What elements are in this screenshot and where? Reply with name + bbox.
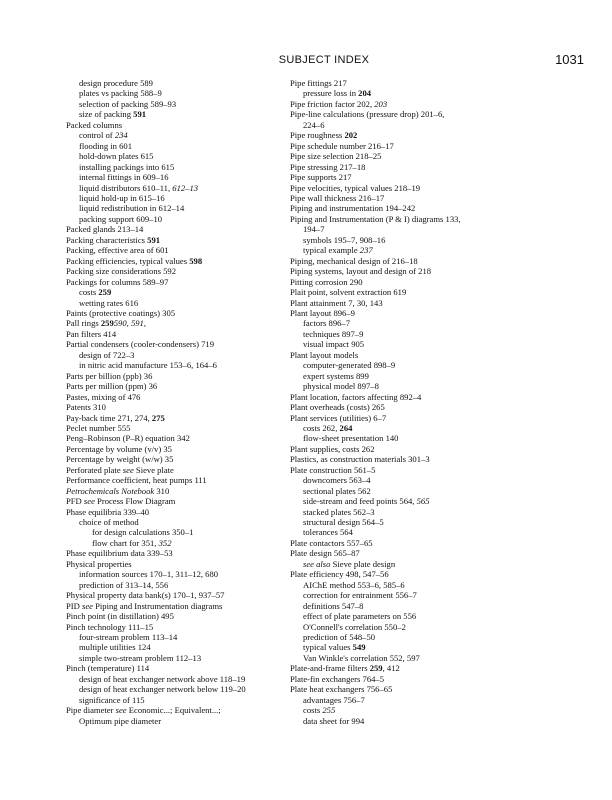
index-subentry [66,88,306,98]
index-subentry [290,496,530,506]
entry-text-after: , 412 [382,663,400,674]
index-entry [66,381,306,391]
entry-italic-text: see [82,600,93,611]
entry-italic-text: see [115,705,127,716]
entry-text: installing packings into 615 [79,161,175,172]
index-entry [66,329,306,339]
index-entry [66,496,306,506]
index-subentry [66,78,306,88]
index-subentry [290,475,530,485]
entry-text: Pipe diameter [66,705,116,716]
entry-text: Pastes, mixing of 476 [66,391,141,402]
entry-text: Pipe velocities, typical values 218–19 [290,182,421,193]
index-subentry [290,88,530,98]
entry-text: techniques 897–9 [303,328,364,339]
index-subentry [290,695,530,705]
index-subentry [290,433,530,443]
entry-text: Plate-and-frame filters [290,663,370,674]
index-subentry [290,716,530,726]
index-entry [66,465,306,475]
index-subentry [66,538,306,548]
entry-italic-text: see [83,496,95,507]
entry-text: Plant layout models [290,349,359,360]
entry-text: Parts per billion (ppb) 36 [66,370,153,381]
index-subentry [290,632,530,642]
entry-text: computer-generated 898–9 [303,360,396,371]
index-entry [290,172,530,182]
entry-text: visual impact 905 [303,339,365,350]
entry-text: internal fittings in 609–16 [79,172,169,183]
index-entry [290,663,530,673]
index-subentry [66,287,306,297]
entry-text: Plastics, as construction materials 301–3 [290,454,430,465]
entry-text: structural design 564–5 [303,517,384,528]
index-entry [290,674,530,684]
index-entry [290,298,530,308]
entry-text: Plate design 565–87 [290,548,360,559]
index-entry [66,507,306,517]
index-entry [290,465,530,475]
index-entry [290,454,530,464]
entry-text: liquid distributors 610–11, [79,182,173,193]
index-subentry [66,684,306,694]
index-entry [66,601,306,611]
entry-bold-page: 259 [100,318,114,329]
entry-text: Pipe size selection 218–25 [290,151,382,162]
entry-text: Pall rings [66,318,101,329]
index-column-left [66,78,306,726]
entry-text: Packing efficiencies, typical values [66,255,190,266]
index-entry [66,423,306,433]
entry-text: Peclet number 555 [66,422,131,433]
index-subentry [66,527,306,537]
index-entry [66,475,306,485]
index-entry [290,538,530,548]
entry-text: advantages 756–7 [303,694,365,705]
entry-text: sectional plates 562 [303,485,371,496]
entry-text: wetting rates 616 [79,297,139,308]
index-entry [66,308,306,318]
index-subentry [66,642,306,652]
entry-text: correction for entrainment 556–7 [303,590,417,601]
entry-text: plates vs packing 588–9 [79,88,162,99]
entry-text-after: Economic...; Equivalent...; [126,705,221,716]
entry-text: typical values [303,642,353,653]
index-entry [290,224,530,234]
entry-text: Plant supplies, costs 262 [290,443,375,454]
entry-italic-text: 255 [322,705,336,716]
entry-text: Plate heat exchangers 756–65 [290,684,393,695]
index-subentry [66,517,306,527]
entry-text: Pipe supports 217 [290,172,352,183]
entry-text: AIChE method 553–6, 585–6 [303,579,405,590]
entry-text: Packed columns [66,119,123,130]
index-subentry [66,350,306,360]
index-entry [290,99,530,109]
index-subentry [66,653,306,663]
index-subentry [290,360,530,370]
entry-text: liquid redistribution in 612–14 [79,203,185,214]
entry-text: flow-sheet presentation 140 [303,433,399,444]
index-entry [66,454,306,464]
entry-text: Physical property data bank(s) 170–1, 937–57 [66,590,225,601]
entry-text: expert systems 899 [303,370,369,381]
index-subentry [290,653,530,663]
index-entry [66,433,306,443]
index-subentry [290,381,530,391]
index-entry [290,78,530,88]
index-entry [66,371,306,381]
index-subentry [290,559,530,569]
entry-text: Pay-back time 271, 274, [66,412,152,423]
index-entry [290,444,530,454]
index-subentry [66,193,306,203]
entry-text: factors 896–7 [303,318,351,329]
entry-bold-page: 202 [344,130,358,141]
entry-text: Pipe fittings 217 [290,78,347,88]
entry-text: Plant location, factors affecting 892–4 [290,391,422,402]
entry-text: Pan filters 414 [66,328,117,339]
entry-text: Plate-fin exchangers 764–5 [290,673,385,684]
index-entry [290,183,530,193]
index-subentry [290,245,530,255]
entry-text: design of 722–3 [79,349,135,360]
index-entry [290,193,530,203]
index-subentry [290,318,530,328]
entry-text: effect of plate parameters on 556 [303,611,417,622]
entry-italic-text: 590, 591 [113,318,144,329]
index-entry [66,590,306,600]
entry-text: Pipe wall thickness 216–17 [290,192,385,203]
index-entry [290,256,530,266]
entry-text: prediction of 548–50 [303,632,376,643]
index-subentry [66,162,306,172]
entry-text: Plate efficiency 498, 547–56 [290,569,389,580]
entry-text: for design calculations 350–1 [92,527,194,538]
entry-text: Packing characteristics [66,234,148,245]
entry-italic-text: 352 [158,537,172,548]
entry-text: Pinch (temperature) 114 [66,663,150,674]
index-subentry [66,674,306,684]
entry-text: 194–7 [303,224,325,235]
index-entry [290,109,530,119]
index-entry [66,339,306,349]
entry-text: selection of packing 589–93 [79,98,177,109]
entry-text: Phase equilibrium data 339–53 [66,548,173,559]
index-column-right [290,78,530,726]
index-entry [66,444,306,454]
entry-text: Pitting corrosion 290 [290,276,363,287]
entry-italic-text: 234 [114,130,128,141]
entry-italic-text: see [122,464,134,475]
entry-text: Packing size considerations 592 [66,266,177,277]
index-subentry [66,99,306,109]
index-subentry [290,590,530,600]
entry-text: 224–6 [303,119,325,130]
index-entry [66,705,306,715]
entry-text: Plate construction 561–5 [290,464,376,475]
index-subentry [66,172,306,182]
entry-text: pressure loss in [303,88,359,99]
entry-text-after: 310 [154,485,170,496]
index-subentry [290,611,530,621]
entry-text: Perforated plate [66,464,123,475]
entry-text: design procedure 589 [79,78,153,88]
index-entry [290,548,530,558]
entry-text: physical model 897–8 [303,381,379,392]
index-subentry [290,329,530,339]
index-subentry [290,642,530,652]
entry-text: Patents 310 [66,402,106,413]
index-entry [290,277,530,287]
entry-text: Piping and instrumentation 194–242 [290,203,416,214]
index-entry [290,287,530,297]
index-entry [290,141,530,151]
entry-text: multiple utilities 124 [79,642,151,653]
index-subentry [66,695,306,705]
entry-text: costs [303,705,323,716]
entry-text: Pipe-line calculations (pressure drop) 201–6, [290,109,445,120]
entry-text: Plant attainment 7, 30, 143 [290,297,383,308]
index-subentry [290,486,530,496]
running-title: SUBJECT INDEX [278,54,370,66]
index-entry [290,569,530,579]
entry-text: information sources 170–1, 311–12, 680 [79,569,219,580]
index-entry [66,402,306,412]
entry-text: liquid hold-up in 615–16 [79,192,165,203]
entry-bold-page: 259 [369,663,383,674]
index-entry [66,224,306,234]
entry-text: simple two-stream problem 112–13 [79,652,202,663]
index-subentry [66,141,306,151]
entry-text: costs [79,287,99,298]
entry-text: Peng–Robinson (P–R) equation 342 [66,433,190,444]
entry-text-after: Sieve plate design [330,558,396,569]
entry-bold-page: 591 [147,234,161,245]
entry-text: tolerances 564 [303,527,353,538]
index-subentry [290,527,530,537]
index-entry [290,308,530,318]
index-subentry [66,130,306,140]
index-entry [66,245,306,255]
entry-text: flooding in 601 [79,140,132,151]
index-entry [66,663,306,673]
index-entry [66,266,306,276]
entry-text-after: Process Flow Diagram [94,496,176,507]
index-subentry [290,371,530,381]
entry-text: four-stream problem 113–14 [79,632,178,643]
entry-text: O'Connell's correlation 550–2 [303,621,406,632]
entry-italic-text: see also [303,558,331,569]
entry-text: prediction of 313–14, 556 [79,579,169,590]
index-entry [290,120,530,130]
entry-text: Plant layout 896–9 [290,307,355,318]
index-entry [290,392,530,402]
index-subentry [66,569,306,579]
entry-text: Phase equilibria 339–40 [66,506,150,517]
index-subentry [290,580,530,590]
entry-text: Pipe stressing 217–18 [290,161,366,172]
entry-text: Percentage by volume (v/v) 35 [66,443,172,454]
index-entry [66,559,306,569]
entry-text: Performance coefficient, heat pumps 111 [66,475,207,486]
index-subentry [66,298,306,308]
entry-italic-text: Petrochemicals Notebook [66,485,155,496]
entry-text: Parts per million (ppm) 36 [66,381,158,392]
entry-text: Pipe schedule number 216–17 [290,140,394,151]
index-entry [66,622,306,632]
entry-text: symbols 195–7, 908–16 [303,234,386,245]
index-subentry [66,580,306,590]
entry-text: side-stream and feed points 564, [303,496,417,507]
index-entry [290,266,530,276]
entry-text: downcomers 563–4 [303,475,371,486]
index-entry [290,203,530,213]
index-entry [290,413,530,423]
entry-text: Pinch technology 111–15 [66,621,154,632]
entry-text: choice of method [79,517,139,528]
entry-italic-text: 565 [416,496,430,507]
entry-text: definitions 547–8 [303,600,364,611]
entry-text-after: Piping and Instrumentation diagrams [92,600,223,611]
entry-italic-text: 612–13 [172,182,199,193]
index-entry [66,318,306,328]
entry-text: design of heat exchanger network above 118–19 [79,673,246,684]
index-subentry [66,632,306,642]
entry-text: Pipe roughness [290,130,345,141]
entry-text: size of packing [79,109,134,120]
entry-text: in nitric acid manufacture 153–6, 164–6 [79,360,217,371]
index-entry [66,611,306,621]
index-subentry [290,423,530,433]
index-subentry [290,235,530,245]
index-entry [66,548,306,558]
entry-bold-page: 264 [339,422,353,433]
entry-text-after: Sieve plate [133,464,174,475]
entry-text: Piping, mechanical design of 216–18 [290,255,418,266]
entry-text: control of [79,130,115,141]
entry-text: hold-down plates 615 [79,151,154,162]
entry-text: Piping and Instrumentation (P & I) diagrams 133, [290,213,461,224]
entry-text: PFD [66,496,84,507]
index-entry [66,120,306,130]
entry-text-after: , [143,318,146,329]
index-entry [290,162,530,172]
entry-text: data sheet for 994 [303,715,365,726]
index-subentry [290,705,530,715]
entry-text: Plate contactors 557–65 [290,537,373,548]
index-subentry [66,203,306,213]
index-entry [66,235,306,245]
page-header [64,54,584,70]
index-subentry [290,601,530,611]
entry-text: PID [66,600,82,611]
entry-text: design of heat exchanger network below 119–20 [79,684,246,695]
entry-text: Packing, effective area of 601 [66,245,169,256]
page-number: 1031 [555,52,584,67]
index-entry [66,256,306,266]
index-entry [290,151,530,161]
entry-text: Plait point, solvent extraction 619 [290,287,407,298]
index-entry [66,716,306,726]
index-subentry [66,151,306,161]
index-subentry [290,507,530,517]
index-entry [66,277,306,287]
entry-italic-text: 203 [374,98,388,109]
index-subentry [66,360,306,370]
index-subentry [290,622,530,632]
entry-bold-page: 275 [151,412,165,423]
entry-text: Optimum pipe diameter [79,715,162,726]
index-subentry [290,517,530,527]
index-entry [66,413,306,423]
entry-text: costs 262, [303,422,340,433]
entry-bold-page: 204 [358,88,372,99]
entry-text: Pinch point (in distillation) 495 [66,611,174,622]
entry-text: Packings for columns 589–97 [66,276,169,287]
entry-bold-page: 549 [352,642,366,653]
entry-text: typical example [303,245,360,256]
index-entry [290,684,530,694]
index-entry [66,392,306,402]
index-entry [66,486,306,496]
entry-bold-page: 591 [133,109,147,120]
index-subentry [66,109,306,119]
entry-text: flow chart for 351, [92,537,159,548]
index-entry [290,214,530,224]
entry-text: Packed glands 213–14 [66,224,144,235]
index-subentry [66,214,306,224]
entry-text: Plant overheads (costs) 265 [290,402,385,413]
entry-text: significance of 115 [79,694,145,705]
index-entry [290,350,530,360]
entry-text: packing support 609–10 [79,213,163,224]
entry-italic-text: 237 [359,245,373,256]
index-entry [290,130,530,140]
entry-text: Piping systems, layout and design of 218 [290,266,432,277]
entry-text: stacked plates 562–3 [303,506,375,517]
entry-bold-page: 259 [98,287,112,298]
entry-text: Paints (protective coatings) 305 [66,307,176,318]
entry-text: Partial condensers (cooler-condensers) 719 [66,339,215,350]
entry-text: Van Winkle's correlation 552, 597 [303,652,420,663]
entry-text: Percentage by weight (w/w) 35 [66,454,174,465]
entry-bold-page: 598 [189,255,203,266]
entry-text: Pipe friction factor 202, [290,98,375,109]
index-subentry [290,339,530,349]
entry-text: Plant services (utilities) 6–7 [290,412,387,423]
entry-text: Physical properties [66,558,132,569]
index-entry [290,402,530,412]
index-subentry [66,183,306,193]
